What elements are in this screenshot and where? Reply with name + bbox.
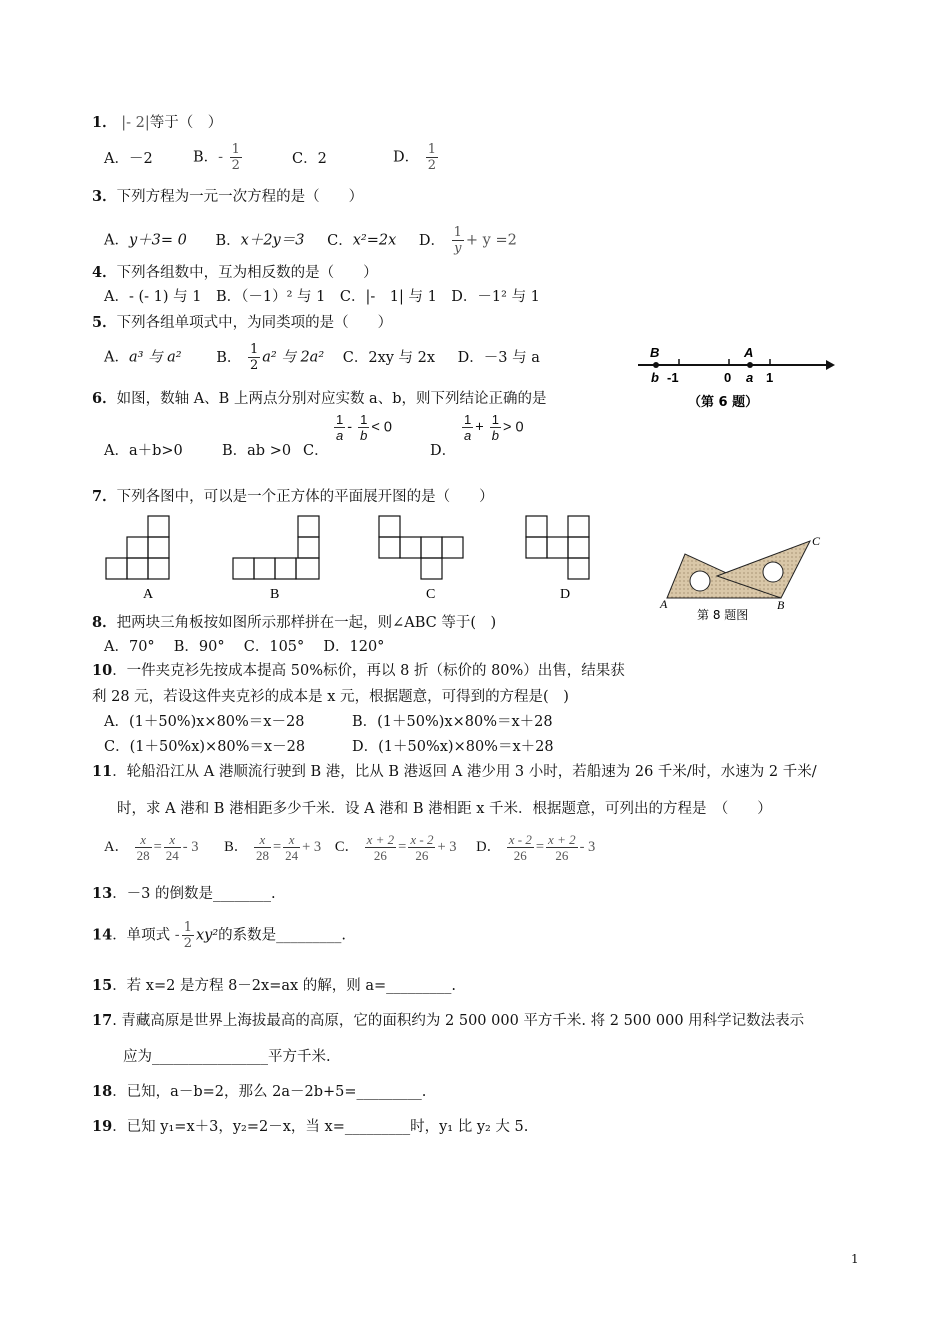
q1-option-c: C．2 xyxy=(292,151,327,167)
q1-stem-text: 等于（ ） xyxy=(149,115,223,131)
q6-option-d-label: D． xyxy=(430,443,457,459)
q8-options: A．70° B．90° C．105° D．120° xyxy=(104,639,385,655)
net-a xyxy=(106,516,169,579)
page-number: 1 xyxy=(851,1252,859,1266)
q1-b-fraction: $\frac{1}{2}$ xyxy=(231,142,240,173)
net-label-b: B xyxy=(270,587,280,602)
point-b xyxy=(653,362,659,368)
net-c xyxy=(379,516,463,579)
q7-stem: 7．下列各图中，可以是一个正方体的平面展开图的是（ ） xyxy=(92,488,494,505)
triangle-right-hole xyxy=(763,562,783,582)
q4-options: A．- (- 1) 与 1 B．（－1）² 与 1 C．|- 1| 与 1 D．－1² 与 1 xyxy=(104,289,540,305)
q6-caption: （第 6 题） xyxy=(688,395,759,410)
q6-option-c-label: C． xyxy=(303,443,329,459)
q10-option-c: C．(1＋50%x)×80%＝x－28 xyxy=(104,739,306,755)
q11-option-d: D． $\frac{x - 2}{26}$ = $\frac{x + 2}{26}$ - 3 xyxy=(476,832,596,863)
q10-stem-line1: 10．一件夹克衫先按成本提高 50%标价，再以 8 折（标价的 80%）出售，结果获 xyxy=(92,662,625,679)
q6-stem: 6．如图，数轴 A、B 上两点分别对应实数 a、b，则下列结论正确的是 xyxy=(92,390,547,407)
q10-option-a: A．(1＋50%)x×80%＝x－28 xyxy=(104,714,305,730)
q6-option-c-expr: $\frac{1}{a}$ - $\frac{1}{b}$ < 0 xyxy=(336,412,392,443)
q17-stem-line1: 17. 青藏高原是世界上海拔最高的高原，它的面积约为 2 500 000 平方千米. 将 2 500 000 用科学记数法表示 xyxy=(92,1012,805,1029)
q19-stem: 19．已知 y₁=x＋3，y₂=2－x，当 x=_________时，y₁ 比 y₂ 大 5. xyxy=(92,1118,529,1135)
q11-option-a: A． $\frac{x}{28}$ = $\frac{x}{24}$ - 3 xyxy=(104,832,199,863)
net-b xyxy=(233,516,319,579)
q1-number: 1 xyxy=(92,114,103,131)
q1-d-fraction: $\frac{1}{2}$ xyxy=(427,142,437,173)
label-A: A xyxy=(744,345,754,360)
label-a: a xyxy=(746,370,754,385)
net-label-c: C xyxy=(426,587,436,602)
q11-stem-line1: 11．轮船沿江从 A 港顺流行驶到 B 港，比从 B 港返回 A 港少用 3 小时，若船速为 26 千米/时，水速为 2 千米/ xyxy=(92,763,817,780)
q4-stem: 4．下列各组数中，互为相反数的是（ ） xyxy=(92,264,378,281)
net-d xyxy=(526,516,589,579)
q8-triangles-figure xyxy=(655,532,830,624)
q7-nets-figure xyxy=(100,512,600,604)
label-0: 0 xyxy=(724,370,732,385)
q5-options: A．a³ 与 a² B． $\frac{1}{2}$ a² 与 2a² C．2xy 与 2x D．－3 与 a xyxy=(104,342,540,373)
q8-stem: 8．把两块三角板按如图所示那样拼在一起，则∠ABC 等于( ) xyxy=(92,614,497,631)
q5-stem: 5．下列各组单项式中，为同类项的是（ ） xyxy=(92,314,393,331)
q11-option-c: C． $\frac{x + 2}{26}$ = $\frac{x - 2}{26}$ + 3 xyxy=(334,832,457,863)
q6-option-a: A．a＋b>0 xyxy=(104,443,183,459)
q11-stem-line2: 时，求 A 港和 B 港相距多少千米．设 A 港和 B 港相距 x 千米．根据题意，可列出的方程是 （ ） xyxy=(117,801,772,817)
q10-option-b: B．(1＋50%)x×80%＝x＋28 xyxy=(352,714,553,730)
q3-d-fraction: $\frac{1}{y}$ xyxy=(453,225,462,256)
number-line-arrow xyxy=(826,360,835,370)
q5-b-fraction: $\frac{1}{2}$ xyxy=(250,342,259,373)
q3-options: A．y＋3= 0 B．x＋2y＝3 C．x²=2x D． $\frac{1}{y}$ + y =2 xyxy=(104,225,517,256)
q1-option-b: B．- $\frac{1}{2}$ xyxy=(193,142,240,173)
q1-option-d: D． $\frac{1}{2}$ xyxy=(393,142,437,173)
net-label-d: D xyxy=(560,587,571,602)
label-b: b xyxy=(651,370,659,385)
q1-stem: 1． |- 2|等于（ ） xyxy=(92,114,223,131)
q1-abs-expr: |- 2| xyxy=(121,115,150,131)
net-label-a: A xyxy=(143,587,154,602)
q14-stem: 14．单项式 - $\frac{1}{2}$ xy²的系数是_________. xyxy=(92,920,347,951)
label-minus1: -1 xyxy=(667,370,679,385)
q18-stem: 18．已知，a－b=2，那么 2a－2b+5=_________. xyxy=(92,1083,427,1100)
q10-stem-line2: 利 28 元，若设这件夹克衫的成本是 x 元，根据题意，可得到的方程是( ) xyxy=(92,689,569,705)
label-C: C xyxy=(812,534,821,548)
label-B: B xyxy=(650,345,660,360)
q8-caption: 第 8 题图 xyxy=(697,608,749,622)
q6-option-d-expr: $\frac{1}{a}$ + $\frac{1}{b}$ > 0 xyxy=(464,412,524,443)
q1-option-a: A．－2 xyxy=(104,151,153,167)
q13-stem: 13．－3 的倒数是________. xyxy=(92,885,276,902)
q6-number-line-figure xyxy=(630,340,835,418)
q11-option-b: B． $\frac{x}{28}$ = $\frac{x}{24}$ + 3 xyxy=(224,832,322,863)
q3-stem: 3．下列方程为一元一次方程的是（ ） xyxy=(92,188,364,205)
label-1: 1 xyxy=(766,370,774,385)
q15-stem: 15．若 x=2 是方程 8－2x=ax 的解，则 a=_________. xyxy=(92,977,457,994)
point-a xyxy=(747,362,753,368)
triangle-left-hole xyxy=(690,571,710,591)
label-A: A xyxy=(660,597,668,611)
q14-fraction: $\frac{1}{2}$ xyxy=(183,920,192,951)
q6-option-b: B．ab >0 xyxy=(222,443,292,459)
q17-stem-line2: 应为________________平方千米. xyxy=(123,1049,331,1065)
q10-option-d: D．(1＋50%x)×80%＝x＋28 xyxy=(352,739,554,755)
q11-options xyxy=(104,832,595,863)
label-B: B xyxy=(777,598,785,612)
